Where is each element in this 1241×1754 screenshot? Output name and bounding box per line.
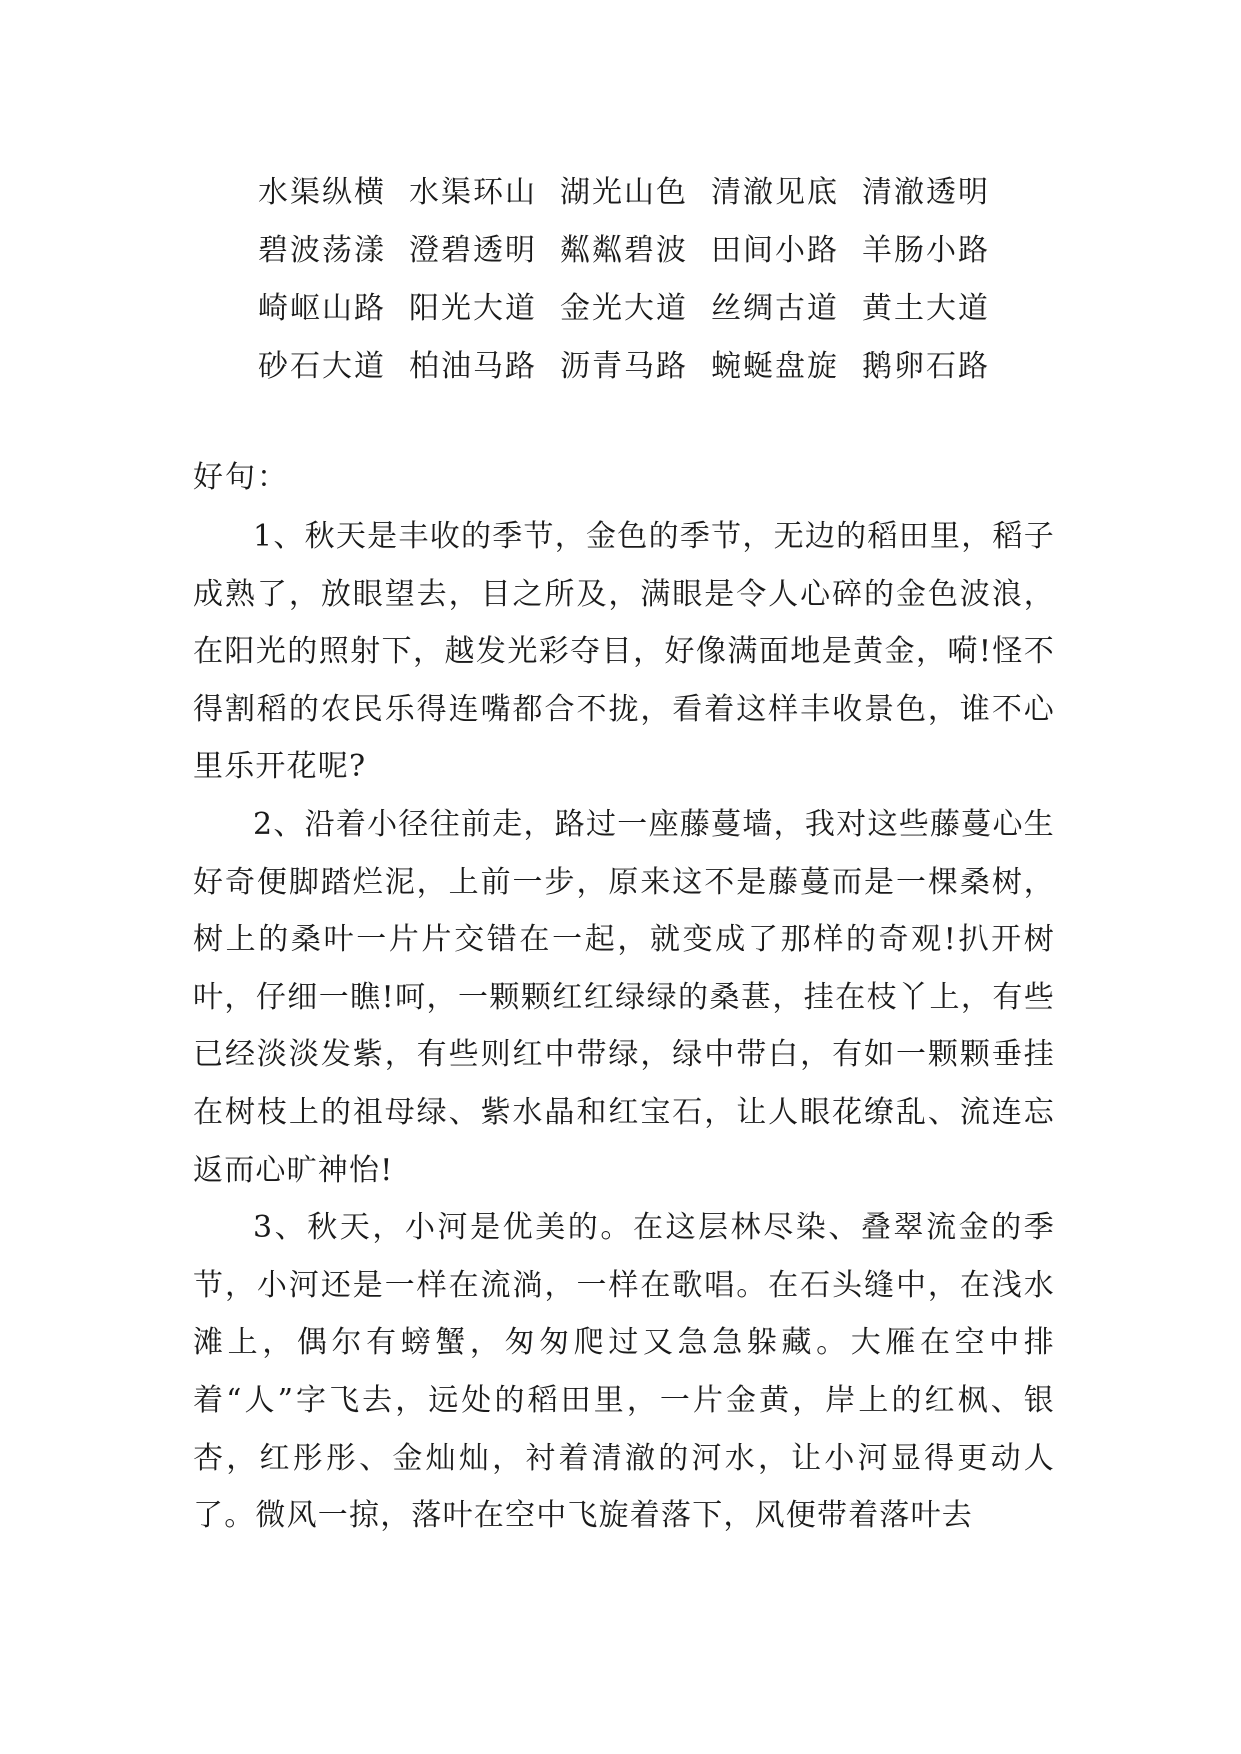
word-item: 水渠纵横 (258, 175, 386, 210)
word-item: 湖光山色 (560, 175, 688, 210)
word-row (258, 276, 1018, 334)
word-item: 碧波荡漾 (258, 233, 386, 268)
word-list (258, 160, 1018, 392)
word-item: 清澈透明 (862, 175, 990, 210)
word-row (258, 334, 1018, 392)
sentence-paragraph: 3、秋天，小河是优美的。在这层林尽染、叠翠流金的季节，小河还是一样在流淌，一样在歌唱。在石头缝中，在浅水滩上，偶尔有螃蟹，匆匆爬过又急急躲藏。大雁在空中排着“人”字飞去，远处的稻田里，一片金黄，岸上的红枫、银杏，红彤彤、金灿灿，衬着清澈的河水，让小河显得更动人了。微风一掠，落叶在空中飞旋着落下，风便带着落叶去 (193, 1210, 1055, 1534)
section-heading: 好句： (193, 460, 289, 495)
word-item: 蜿蜒盘旋 (711, 349, 839, 384)
word-item: 丝绸古道 (711, 291, 839, 326)
sentence-paragraph: 2、沿着小径往前走，路过一座藤蔓墙，我对这些藤蔓心生好奇便脚踏烂泥，上前一步，原来这不是藤蔓而是一棵桑树，树上的桑叶一片片交错在一起，就变成了那样的奇观!扒开树叶，仔细一瞧!呵，一颗颗红红绿绿的桑葚，挂在枝丫上，有些已经淡淡发紫，有些则红中带绿，绿中带白，有如一颗颗垂挂在树枝上的祖母绿、紫水晶和红宝石，让人眼花缭乱、流连忘返而心旷神怡! (193, 806, 1055, 1188)
word-item: 澄碧透明 (409, 233, 537, 268)
word-item: 水渠环山 (409, 175, 537, 210)
word-item: 羊肠小路 (862, 233, 990, 268)
word-item: 阳光大道 (409, 291, 537, 326)
sentence-list (193, 508, 1055, 1545)
word-item: 鹅卵石路 (862, 349, 990, 384)
word-item: 砂石大道 (258, 349, 386, 384)
word-item: 清澈见底 (711, 175, 839, 210)
word-item: 沥青马路 (560, 349, 688, 384)
word-item: 崎岖山路 (258, 291, 386, 326)
word-item: 金光大道 (560, 291, 688, 326)
sentence-paragraph: 1、秋天是丰收的季节，金色的季节，无边的稻田里，稻子成熟了，放眼望去，目之所及，满眼是令人心碎的金色波浪，在阳光的照射下，越发光彩夺目，好像满面地是黄金，嗬!怪不得割稻的农民乐得连嘴都合不拢，看着这样丰收景色，谁不心里乐开花呢? (193, 519, 1055, 785)
word-row (258, 160, 1018, 218)
word-item: 黄土大道 (862, 291, 990, 326)
word-item: 粼粼碧波 (560, 233, 688, 268)
word-item: 田间小路 (711, 233, 839, 268)
word-item: 柏油马路 (409, 349, 537, 384)
word-row (258, 218, 1018, 276)
